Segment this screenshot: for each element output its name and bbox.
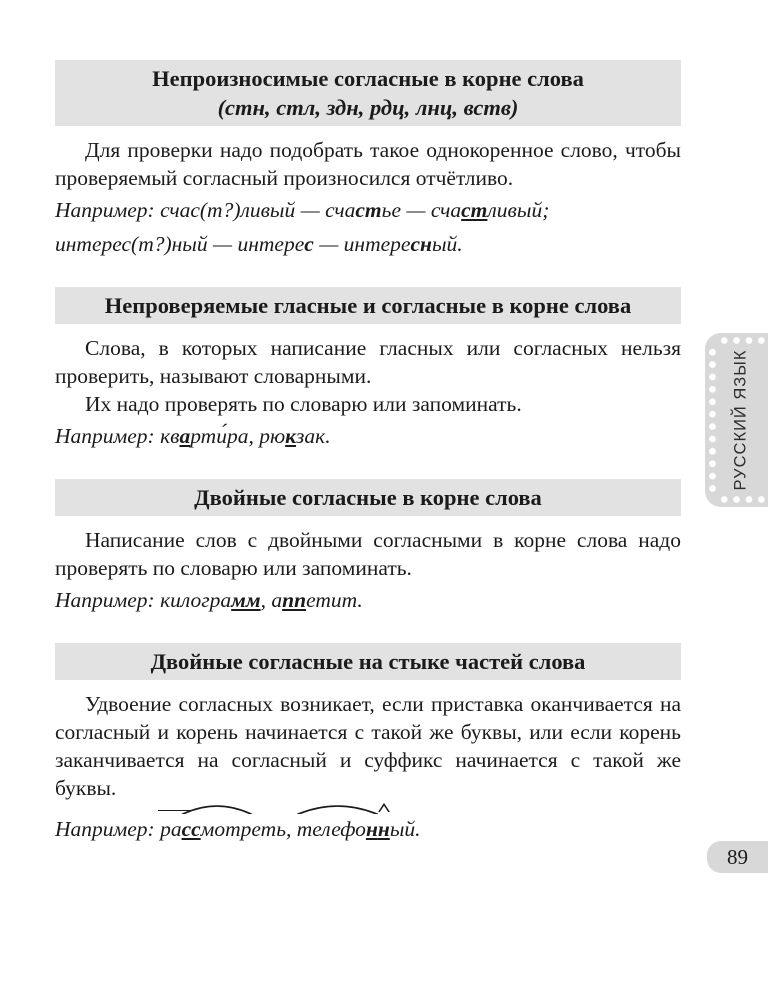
example-line: Например: счас(т?)ливый — счастье — счастливый; [55,198,550,222]
perforation-dots-bottom [718,495,768,504]
section-paragraph: Для проверки надо подобрать такое однокоренное слово, чтобы проверяемый согласный произносился отчётливо. [55,138,681,190]
section-unpronounceable-consonants [55,60,681,260]
section-heading [55,643,681,680]
perforation-dots-top [718,336,768,345]
section-paragraph: Слова, в которых написание гласных или согласных нельзя проверить, называют словарными. [55,336,681,388]
example-line: интерес(т?)ный — интерес — интересный. [55,232,463,256]
example-line: Например: килограмм, аппетит. [55,588,363,612]
page-number-badge [707,841,768,873]
arc-morpheme-mark [295,803,380,814]
section-double-consonants-junction [55,643,681,845]
section-double-consonants-root [55,479,681,616]
chapter-side-tab-label: РУССКИЙ ЯЗЫК [731,349,750,491]
flat-morpheme-mark [158,810,192,811]
section-heading-line1: Непроверяемые гласные и согласные в корне слова [104,293,632,318]
arc-morpheme-mark [180,803,254,814]
section-paragraph: Написание слов с двойными согласными в корне слова надо проверять по словарю или запоминать. [55,528,681,580]
section-heading-line1: Двойные согласные в корне слова [194,485,542,510]
section-heading-line1: Двойные согласные на стыке частей слова [150,649,586,674]
perforation-dots-left [708,346,717,494]
section-heading [55,60,681,126]
section-heading-line1: Непроизносимые согласные в корне слова [152,66,584,91]
section-unverifiable-vowels-consonants [55,287,681,452]
section-heading-line2: (стн, стл, здн, рдц, лнц, вств) [217,95,519,120]
section-heading [55,287,681,324]
page-content [55,60,681,872]
example-line-with-morpheme-marks: Например: ра ссмотр еть, телефон н ый. [55,814,681,845]
section-heading [55,479,681,516]
section-paragraph: Удвоение согласных возникает, если приставка оканчивается на согласный и корень начинается с такой же буквы, или если корень заканчивается на согласный и суффикс начинается с такой же буквы. [55,692,681,800]
caret-morpheme-mark [377,803,390,812]
chapter-side-tab [705,333,768,507]
example-line: Например: кварти́ра, рюкзак. [55,424,331,448]
section-paragraph: Их надо проверять по словарю или запоминать. [85,392,522,416]
page-number: 89 [727,844,748,869]
